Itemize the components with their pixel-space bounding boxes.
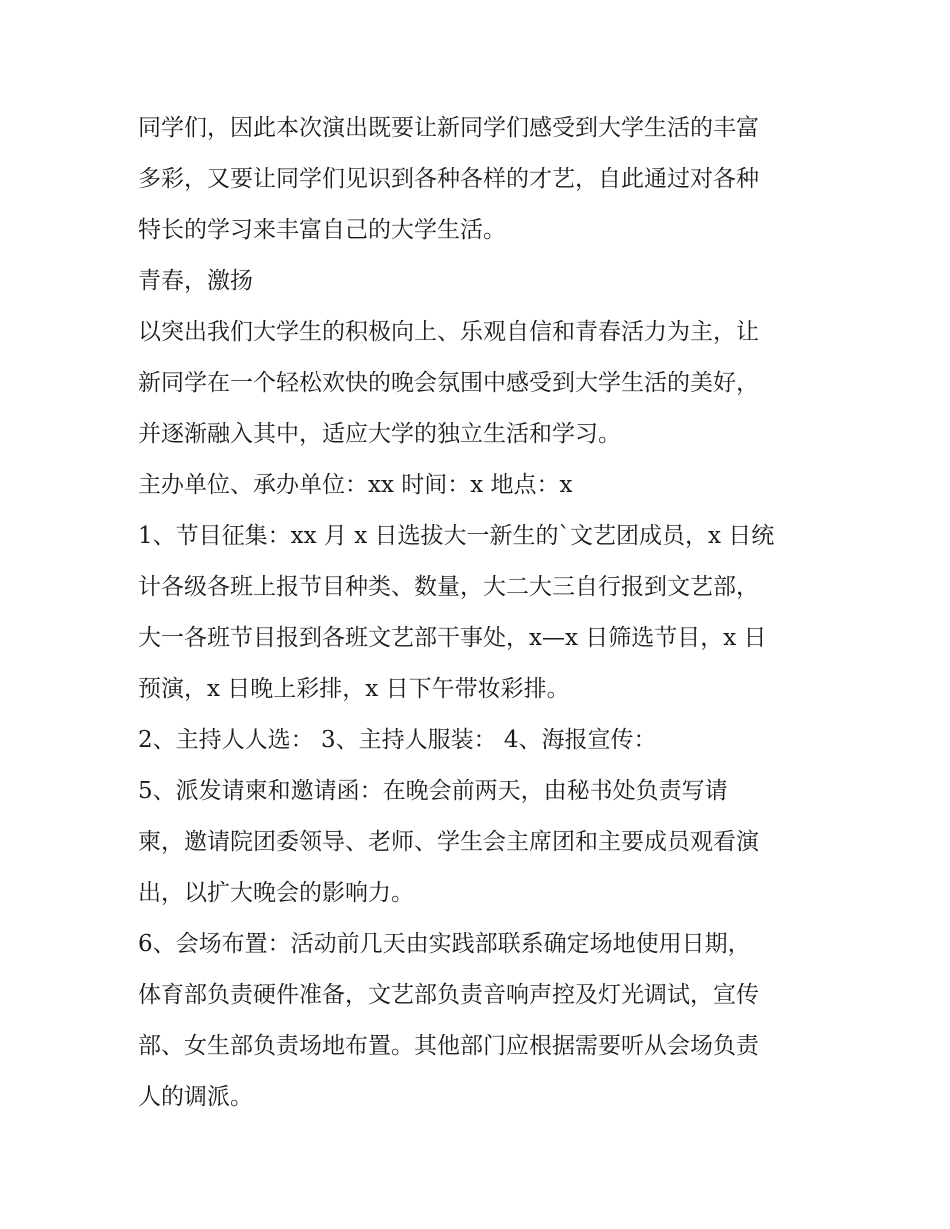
item-6-line-3: 部、女生部负责场地布置。其他部门应根据需要听从会场负责 (138, 1033, 759, 1059)
text-line-3: 特长的学习来丰富自己的大学生活。 (138, 217, 506, 243)
items-2-4-line: 2、主持人人选： 3、主持人服装： 4、海报宣传： (138, 727, 657, 753)
item-1-line-2: 计各级各班上报节目种类、数量，大二大三自行报到文艺部， (138, 574, 759, 600)
item-1-line-1: 1、节目征集：xx 月 x 日选拔大一新生的`文艺团成员，x 日统 (138, 523, 775, 549)
item-6-line-4: 人的调派。 (138, 1084, 253, 1110)
item-5-line-3: 出，以扩大晚会的影响力。 (138, 880, 414, 906)
text-line-2: 多彩，又要让同学们见识到各种各样的才艺，自此通过对各种 (138, 166, 759, 192)
item-5-line-2: 柬，邀请院团委领导、老师、学生会主席团和主要成员观看演 (138, 829, 759, 855)
text-line-5: 以突出我们大学生的积极向上、乐观自信和青春活力为主，让 (138, 319, 759, 345)
item-1-line-4: 预演，x 日晚上彩排，x 日下午带妆彩排。 (138, 676, 570, 702)
item-5-line-1: 5、派发请柬和邀请函：在晚会前两天，由秘书处负责写请 (138, 778, 728, 804)
section-heading: 青春，激扬 (138, 268, 253, 294)
text-line-1: 同学们，因此本次演出既要让新同学们感受到大学生活的丰富 (138, 115, 759, 141)
text-line-6: 新同学在一个轻松欢快的晚会氛围中感受到大学生活的美好， (138, 370, 759, 396)
text-line-7: 并逐渐融入其中，适应大学的独立生活和学习。 (138, 421, 621, 447)
item-6-line-2: 体育部负责硬件准备，文艺部负责音响声控及灯光调试，宣传 (138, 982, 759, 1008)
item-6-line-1: 6、会场布置：活动前几天由实践部联系确定场地使用日期， (138, 931, 751, 957)
document-body (138, 103, 818, 1123)
organizer-line: 主办单位、承办单位：xx 时间：x 地点：x (138, 472, 573, 498)
item-1-line-3: 大一各班节目报到各班文艺部干事处，x—x 日筛选节目，x 日 (138, 625, 767, 651)
